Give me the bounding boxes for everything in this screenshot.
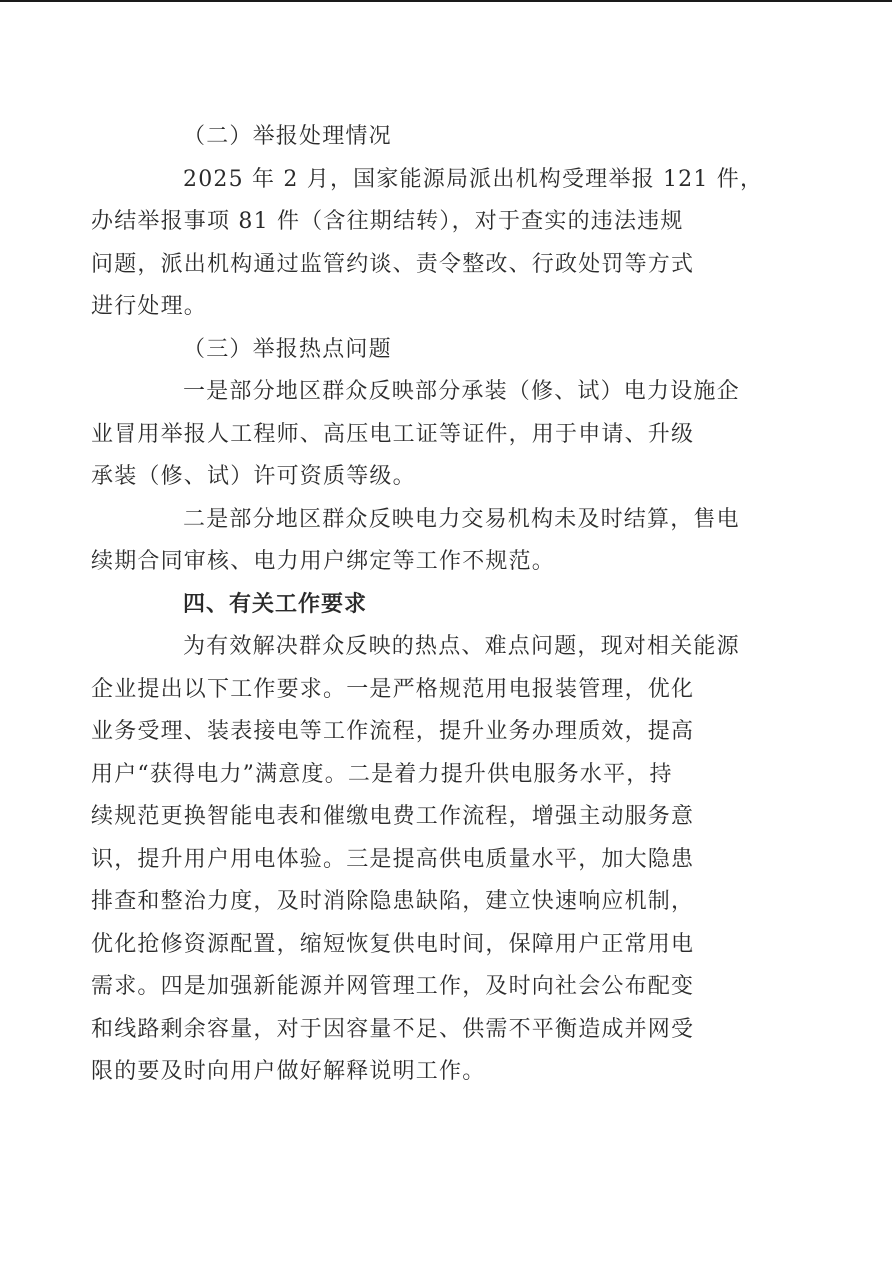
- text-line: 进行处理。: [91, 294, 208, 319]
- text-line: 和线路剩余容量，对于因容量不足、供需不平衡造成并网受: [91, 1016, 695, 1042]
- paragraph-report-stats: [91, 159, 764, 329]
- text-line: 业务受理、装表接电等工作流程，提升业务办理质效，提高: [91, 719, 695, 744]
- text-line: 2025 年 2 月，国家能源局派出机构受理举报 121 件，: [183, 166, 764, 192]
- text-line: 二是部分地区群众反映电力交易机构未及时结算，售电: [183, 506, 740, 532]
- text-line: 用户“获得电力”满意度。二是着力提升供电服务水平，持: [91, 761, 673, 787]
- document-body: [91, 116, 764, 1094]
- text-line: 企业提出以下工作要求。一是严格规范用电报装管理，优化: [91, 676, 695, 702]
- subheading-report-handling: （二）举报处理情况: [183, 124, 392, 149]
- paragraph-hot-issue-2: [91, 499, 759, 584]
- text-line: 优化抢修资源配置，缩短恢复供电时间，保障用户正常用电: [91, 931, 695, 957]
- text-line: 办结举报事项 81 件（含往期结转），对于查实的违法违规: [91, 209, 684, 234]
- text-line: 承装（修、试）许可资质等级。: [91, 464, 416, 489]
- subheading-hot-issues: （三）举报热点问题: [183, 336, 392, 362]
- text-line: 识，提升用户用电体验。三是提高供电质量水平，加大隐患: [91, 846, 695, 872]
- page-top-border: [0, 0, 892, 2]
- text-line: 排查和整治力度，及时消除隐患缺陷，建立快速响应机制，: [91, 889, 695, 914]
- text-line: 业冒用举报人工程师、高压电工证等证件，用于申请、升级: [91, 421, 695, 447]
- text-line: 需求。四是加强新能源并网管理工作，及时向社会公布配变: [91, 974, 695, 999]
- section-title-work-requirements: 四、有关工作要求: [183, 591, 368, 617]
- text-line: 续规范更换智能电表和催缴电费工作流程，增强主动服务意: [91, 804, 695, 829]
- text-line: 限的要及时向用户做好解释说明工作。: [91, 1059, 486, 1084]
- text-line: 问题，派出机构通过监管约谈、责令整改、行政处罚等方式: [91, 251, 695, 277]
- paragraph-hot-issue-1: [91, 371, 759, 499]
- text-line: 一是部分地区群众反映部分承装（修、试）电力设施企: [183, 379, 740, 404]
- text-line: 为有效解决群众反映的热点、难点问题，现对相关能源: [183, 634, 740, 659]
- paragraph-work-requirements: [91, 626, 759, 1094]
- text-line: 续期合同审核、电力用户绑定等工作不规范。: [91, 549, 556, 574]
